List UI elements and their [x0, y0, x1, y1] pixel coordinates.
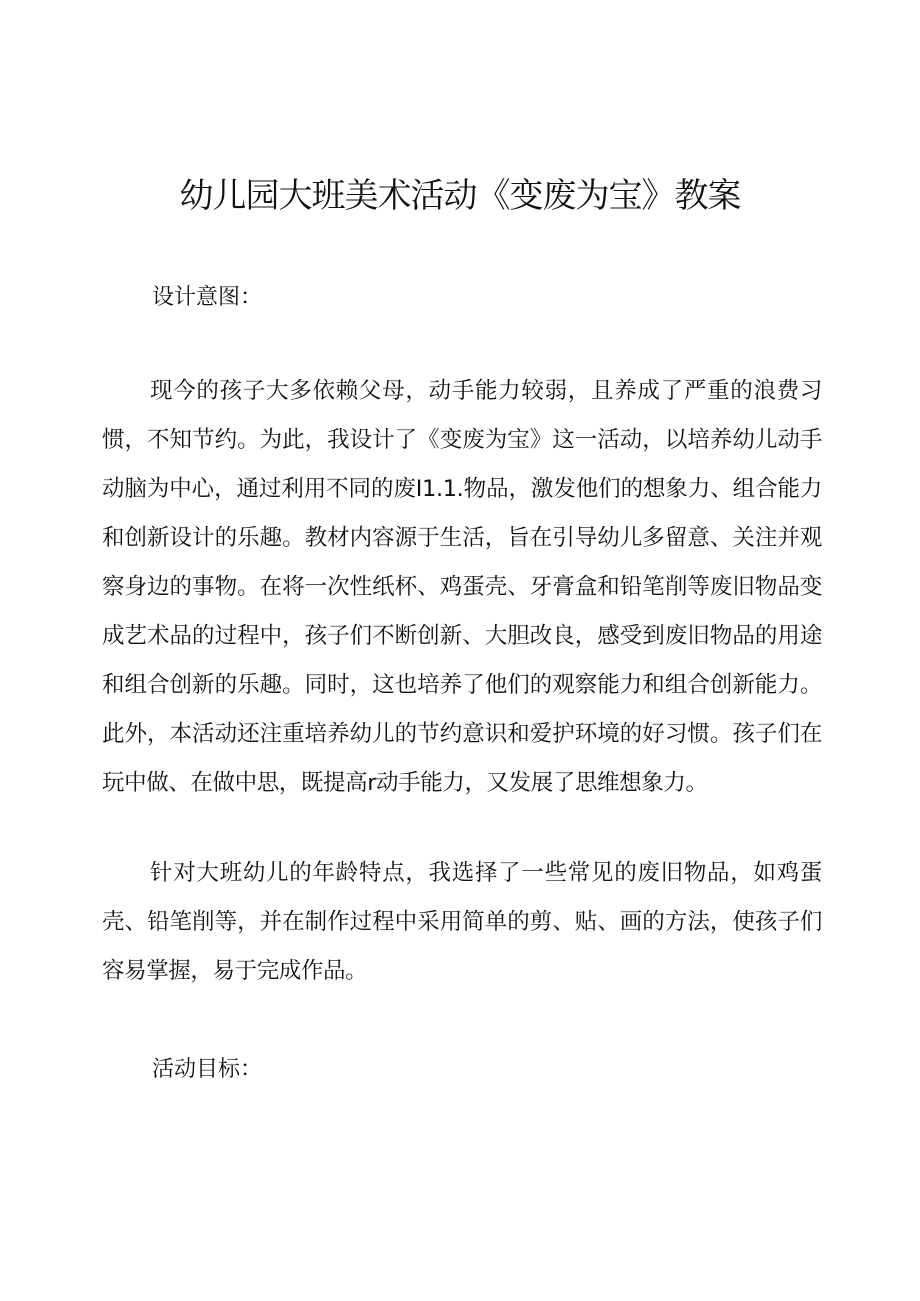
document-title: 幼儿园大班美术活动《变废为宝》教案	[179, 176, 741, 216]
paragraph-design-intent-2: 针对大班幼儿的年龄特点，我选择了一些常见的废旧物品，如鸡蛋壳、铅笔削等，并在制作过程中采用简单的剪、贴、画的方法，使孩子们容易掌握，易于完成作品。	[102, 860, 822, 984]
section-heading-activity-goals: 活动目标：	[152, 1057, 263, 1082]
section-heading-design-intent: 设计意图：	[152, 285, 263, 310]
paragraph-design-intent-1: 现今的孩子大多依赖父母，动手能力较弱，且养成了严重的浪费习惯，不知节约。为此，我设计了《变废为宝》这一活动，以培养幼儿动手动脑为中心，通过利用不同的废I1.1.物品，激发他们的想象力、组合能力和创新设计的乐趣。教材内容源于生活，旨在引导幼儿多留意、关注并观察身边的事物。在将一次性纸杯、鸡蛋壳、牙膏盒和铅笔削等废旧物品变成艺术品的过程中，孩子们不断创新、大胆改良，感受到废旧物品的用途和组合创新的乐趣。同时，这也培养了他们的观察能力和组合创新能力。此外，本活动还注重培养幼儿的节约意识和爱护环境的好习惯。孩子们在玩中做、在做中思，既提高r动手能力，又发展了思维想象力。	[102, 378, 822, 796]
